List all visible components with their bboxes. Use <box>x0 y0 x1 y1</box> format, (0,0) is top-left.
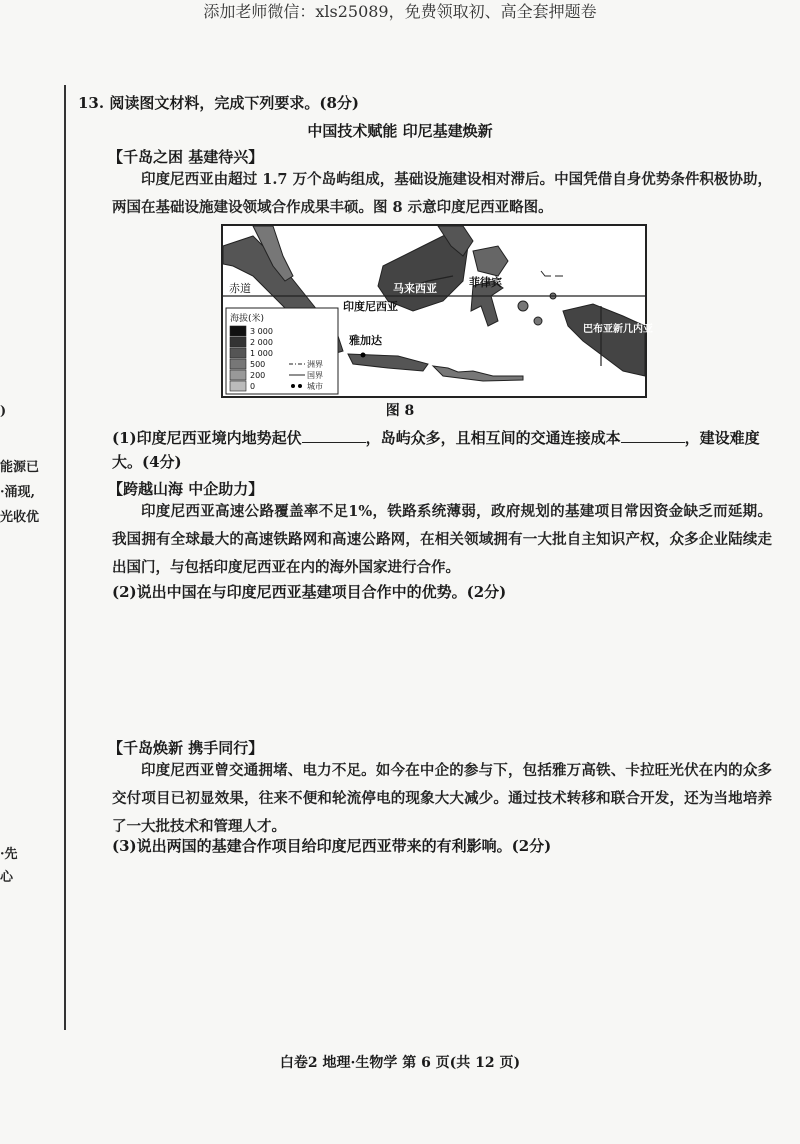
country-label-philippines <box>469 275 502 289</box>
legend-city: 城市 <box>307 382 323 391</box>
lesser-sunda-islands <box>433 366 523 381</box>
question-title <box>78 92 359 113</box>
city-label-jakarta: 雅加达 <box>349 334 382 347</box>
question-number: 13. <box>78 94 105 112</box>
section-paragraph-2 <box>112 498 772 582</box>
paragraph-text: 印度尼西亚高速公路覆盖率不足1%，铁路系统薄弱，政府规划的基建项目常因资金缺乏而延期。我国拥有全球最大的高速铁路网和高速公路网，在相关领域拥有一大批自主知识产权，众多企业陆续走出国门，与包括印度尼西亚在内的海外国家进行合作。 <box>112 503 772 576</box>
map-char: 来 <box>404 282 415 295</box>
map-char: 西 <box>415 282 426 295</box>
legend-level-label: 500 <box>250 360 266 369</box>
sub-question-1 <box>112 426 772 474</box>
answer-blank-2[interactable] <box>621 426 685 443</box>
side-fragment: 能源已 <box>0 460 40 475</box>
map-char: 菲 <box>469 276 480 289</box>
legend-level-label: 2 000 <box>250 338 273 347</box>
java-landmass <box>348 354 428 371</box>
map-mark <box>541 271 551 276</box>
map-char: 亚 <box>426 282 437 295</box>
watermark-text: 添加老师微信：xls25089，免费领取初、高全套押题卷 <box>203 2 597 21</box>
jakarta-city-dot <box>361 353 366 358</box>
country-label-malaysia <box>393 281 437 295</box>
legend-level-label: 1 000 <box>250 349 273 358</box>
binding-margin-line <box>64 85 66 1030</box>
side-fragment: 心 <box>0 870 14 885</box>
q1-text-part1: (1)印度尼西亚境内地势起伏 <box>112 429 302 447</box>
section-heading-3: 【千岛焕新 携手同行】 <box>108 739 264 757</box>
map-char: 尼 <box>365 300 376 313</box>
section-heading-1: 【千岛之困 基建待兴】 <box>108 148 264 166</box>
map-legend <box>226 308 338 394</box>
legend-level-label: 3 000 <box>250 327 273 336</box>
side-fragment: ·先 <box>0 847 18 862</box>
maluku-island <box>534 317 542 325</box>
map-char: 马 <box>393 282 404 295</box>
legend-swatch <box>230 381 246 391</box>
side-fragment: ·涌现, <box>0 485 36 500</box>
legend-title: 海拔(米) <box>230 314 265 324</box>
answer-blank-1[interactable] <box>302 426 366 443</box>
indonesia-map <box>221 224 653 398</box>
map-char: 宾 <box>491 276 502 289</box>
side-fragment: ) <box>0 404 7 419</box>
legend-swatch <box>230 348 246 358</box>
sub-question-2: (2)说出中国在与印度尼西亚基建项目合作中的优势。(2分) <box>112 583 507 601</box>
legend-continent-border: 洲界 <box>307 360 323 369</box>
legend-swatch <box>230 326 246 336</box>
material-headline: 中国技术赋能 印尼基建焕新 <box>307 122 493 140</box>
sub-question-3: (3)说出两国的基建合作项目给印度尼西亚带来的有利影响。(2分) <box>112 837 552 855</box>
page-footer: 白卷2 地理·生物学 第 6 页(共 12 页) <box>279 1055 521 1071</box>
q1-text-part3: ，建设难度大。(4分) <box>112 429 760 471</box>
country-label-indonesia <box>343 299 398 313</box>
side-fragment: 光收优 <box>0 510 40 525</box>
map-drawing <box>223 226 653 396</box>
section-heading-2: 【跨越山海 中企助力】 <box>108 480 264 498</box>
paragraph-text: 印度尼西亚曾交通拥堵、电力不足。如今在中企的参与下，包括雅万高铁、卡拉旺光伏在内的众多交付项目已初显效果，往来不便和轮流停电的现象大大减少。通过技术转移和联合开发，还为当地培养了一大批技术和管理人才。 <box>112 762 772 835</box>
map-char: 西 <box>376 300 387 313</box>
legend-swatch <box>230 370 246 380</box>
legend-level-label: 200 <box>250 371 266 380</box>
legend-level-label: 0 <box>250 382 256 391</box>
legend-swatch <box>230 359 246 369</box>
maluku-island <box>518 301 528 311</box>
map-char: 亚 <box>387 300 398 313</box>
q1-text-part2: ，岛屿众多，且相互间的交通连接成本 <box>365 429 621 447</box>
question-instruction: 阅读图文材料，完成下列要求。(8分) <box>109 94 359 112</box>
equator-label: 赤道 <box>229 282 251 295</box>
map-char: 度 <box>354 300 365 313</box>
map-char: 律 <box>480 276 491 289</box>
philippines-south <box>473 246 508 276</box>
section-paragraph-1 <box>112 166 772 222</box>
new-guinea-landmass <box>563 304 645 376</box>
legend-swatch <box>230 337 246 347</box>
section-paragraph-3 <box>112 757 772 841</box>
map-char: 印 <box>343 300 354 313</box>
country-label-png: 巴布亚新几内亚 <box>583 324 653 335</box>
legend-national-border: 国界 <box>307 371 323 380</box>
figure-caption: 图 8 <box>385 403 415 419</box>
paragraph-text: 印度尼西亚由超过 1.7 万个岛屿组成，基础设施建设相对滞后。中国凭借自身优势条件积极协助，两国在基础设施建设领域合作成果丰硕。图 8 示意印度尼西亚略图。 <box>112 171 772 216</box>
